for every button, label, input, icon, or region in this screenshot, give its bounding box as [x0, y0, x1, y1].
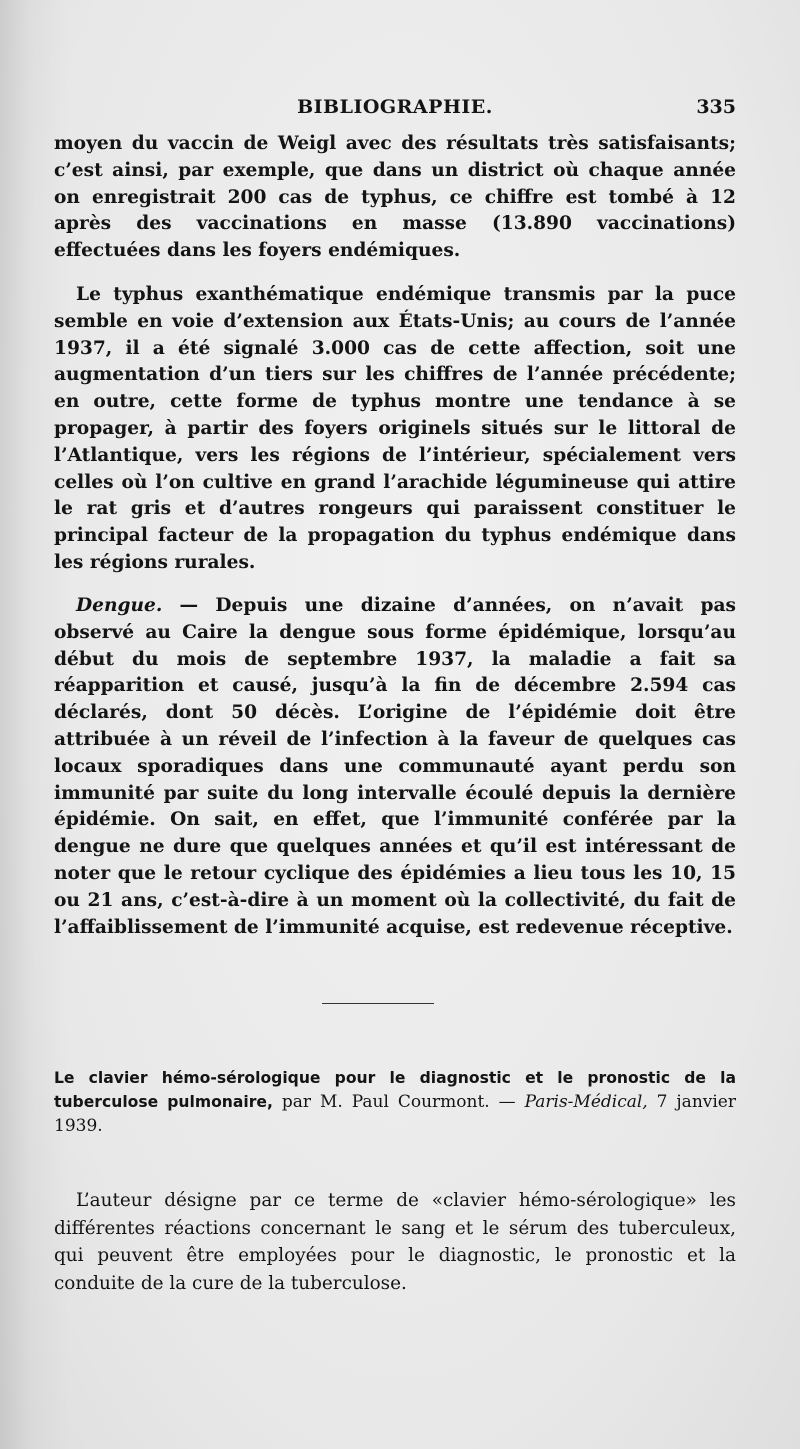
page-number: 335	[696, 96, 736, 118]
dengue-text: — Depuis une dizaine d’années, on n’avait pas observé au Caire la dengue sous forme épidémique, lorsqu’au début du mois de septembre 1937, la maladie a fait sa réapparition et causé, jusqu’à la fin de décembre 2.594 cas déclarés, dont 50 décès. L’origine de l’épidémie doit être attribuée à un réveil de l’infection à la faveur de quelques cas locaux sporadiques dans une communauté ayant perdu son immunité par suite du long intervalle écoulé depuis la dernière épidémie. On sait, en effet, que l’immunité conférée par la dengue ne dure que quelques années et qu’il est intéressant de noter que le retour cyclique des épidémies a lieu tous les 10, 15 ou 21 ans, c’est-à-dire à un moment où la collectivité, du fait de l’affaiblissement de l’immunité acquise, est redevenue réceptive.	[54, 595, 736, 938]
reference-title: Le clavier hémo-sérologique pour le diagnostic et le pronostic de la tuberculose pulmonaire,	[54, 1069, 736, 1111]
paragraph-text	[54, 593, 736, 941]
reference-author: par M. Paul Courmont. —	[272, 1092, 525, 1112]
paragraph-dengue	[54, 593, 736, 941]
dengue-lead-word: Dengue.	[76, 595, 163, 616]
paragraph-endemic-typhus	[54, 282, 736, 577]
paragraph-review-summary	[54, 1187, 736, 1297]
section-divider	[322, 1003, 434, 1004]
reference-journal: Paris-Médical,	[524, 1092, 648, 1112]
running-title: BIBLIOGRAPHIE.	[297, 96, 493, 118]
bibliographic-reference	[54, 1066, 736, 1138]
reference-date: 7 janvier 1939.	[54, 1092, 736, 1136]
paragraph-text: L’auteur désigne par ce terme de «clavier hémo-sérologique» les différentes réactions concernant le sang et le sérum des tuberculeux, qui peuvent être employées pour le diagnostic, le pronostic et la conduite de la cure de la tuberculose.	[54, 1190, 736, 1294]
paragraph-typhus-vaccine	[54, 131, 736, 265]
paragraph-text: moyen du vaccin de Weigl avec des résultats très satisfaisants; c’est ainsi, par exemple, que dans un district où chaque année on enregistrait 200 cas de typhus, ce chiffre est tombé à 12 après des vaccinations en masse (13.890 vaccinations) effectuées dans les foyers endémiques.	[54, 133, 736, 262]
paragraph-text: Le typhus exanthématique endémique transmis par la puce semble en voie d’extension aux États-Unis; au cours de l’année 1937, il a été signalé 3.000 cas de cette affection, soit une augmentation d’un tiers sur les chiffres de l’année précédente; en outre, cette forme de typhus montre une tendance à se propager, à partir des foyers originels situés sur le littoral de l’Atlantique, vers les régions de l’intérieur, spécialement vers celles où l’on cultive en grand l’arachide légumineuse qui attire le rat gris et d’autres rongeurs qui paraissent constituer le principal facteur de la propagation du typhus endémique dans les régions rurales.	[54, 284, 736, 573]
page-header	[54, 96, 736, 126]
